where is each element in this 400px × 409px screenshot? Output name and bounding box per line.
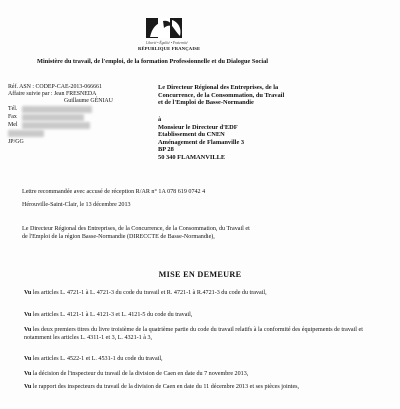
sender-line: Le Directeur Régional des Entreprises, de la <box>158 84 279 91</box>
redacted-email <box>22 122 90 129</box>
sender-line: Concurrence, de la Consommation, du Travail <box>158 91 285 99</box>
tel-label: Tél. <box>8 106 18 112</box>
registered-mail-line: Lettre recommandée avec accusé de réception R/AR n° 1A 078 619 0742 4 <box>22 189 206 195</box>
case-followed-by-2: Guillaume GÉNIAU <box>64 98 113 104</box>
consideration-vu: Vu <box>24 312 32 318</box>
consideration-item <box>24 356 369 364</box>
consideration-vu: Vu <box>24 356 32 362</box>
consideration-item <box>24 312 369 320</box>
consideration-text: les articles L. 4522-1 et L. 4531-1 du code du travail, <box>32 356 163 362</box>
redacted-phone <box>22 106 92 113</box>
sender-block <box>158 84 284 107</box>
consideration-vu: Vu <box>24 327 32 333</box>
recipient-line: Aménagement de Flamanville 3 <box>158 138 245 146</box>
republic-label: RÉPUBLIQUE FRANÇAISE <box>138 46 201 51</box>
recipient-to: à <box>158 116 162 123</box>
sender-line: et de l'Emploi de Basse-Normandie <box>158 99 254 107</box>
consideration-text: les articles L. 4121-1 à L. 4121-3 et L. 4121-5 du code du travail, <box>32 312 193 318</box>
document-title: MISE EN DEMEURE <box>158 270 242 279</box>
recipient-line: Monsieur le Directeur d'EDF <box>158 123 238 131</box>
consideration-text: les deux premiers titres du livre troisième de la quatrième partie du code du travail relatifs à la conformité des équipements de travail et notamment les articles L. 4311-1 et 3, L. 4321-1 à 3, <box>24 327 363 341</box>
recipient-block <box>158 116 244 162</box>
consideration-vu: Vu <box>24 384 32 390</box>
consideration-item <box>24 384 369 392</box>
reference-number: Réf. ASN : CODEP-CAE-2013-066661 <box>8 84 102 90</box>
redacted-fax <box>22 114 84 121</box>
consideration-item <box>24 290 369 298</box>
intro-line-1: Le Directeur Régional des Entreprises, de la Concurrence, de la Consommation, du Travail et <box>22 226 250 232</box>
redacted-line <box>8 130 44 137</box>
initials: JP/GG <box>8 139 24 145</box>
mel-label: Mel <box>8 122 18 128</box>
consideration-item <box>24 327 369 342</box>
place-date: Hérouville-Saint-Clair, le 13 décembre 2013 <box>22 202 131 208</box>
consideration-item <box>24 371 369 379</box>
consideration-text: la décision de l'inspecteur du travail de la division de Caen en date du 7 novembre 2013, <box>32 371 249 377</box>
fax-label: Fax <box>8 114 17 120</box>
motto: Liberté • Égalité • Fraternité <box>146 41 188 45</box>
recipient-line: 50 340 FLAMANVILLE <box>158 153 226 161</box>
case-followed-by: Affaire suivie par : Jean FRESNEDA <box>8 91 97 97</box>
ministry-header: Ministère du travail, de l'emploi, de la formation Professionnelle et du Dialogue Social <box>37 58 268 65</box>
consideration-vu: Vu <box>24 371 32 377</box>
recipient-line: BP 28 <box>158 146 174 154</box>
recipient-line: Etablissement du CNEN <box>158 131 225 139</box>
intro-line-2: de l'Emploi de la région Basse-Normandie (DIRECCTE de Basse-Normandie), <box>22 234 215 240</box>
consideration-text: les articles L. 4721-1 à L. 4721-3 du code du travail et R. 4721-1 à R.4721-3 du code du travail, <box>32 290 267 296</box>
consideration-vu: Vu <box>24 290 32 296</box>
consideration-text: le rapport des inspecteurs du travail de la division de Caen en date du 11 décembre 2013 et ses pièces jointes, <box>32 384 300 390</box>
